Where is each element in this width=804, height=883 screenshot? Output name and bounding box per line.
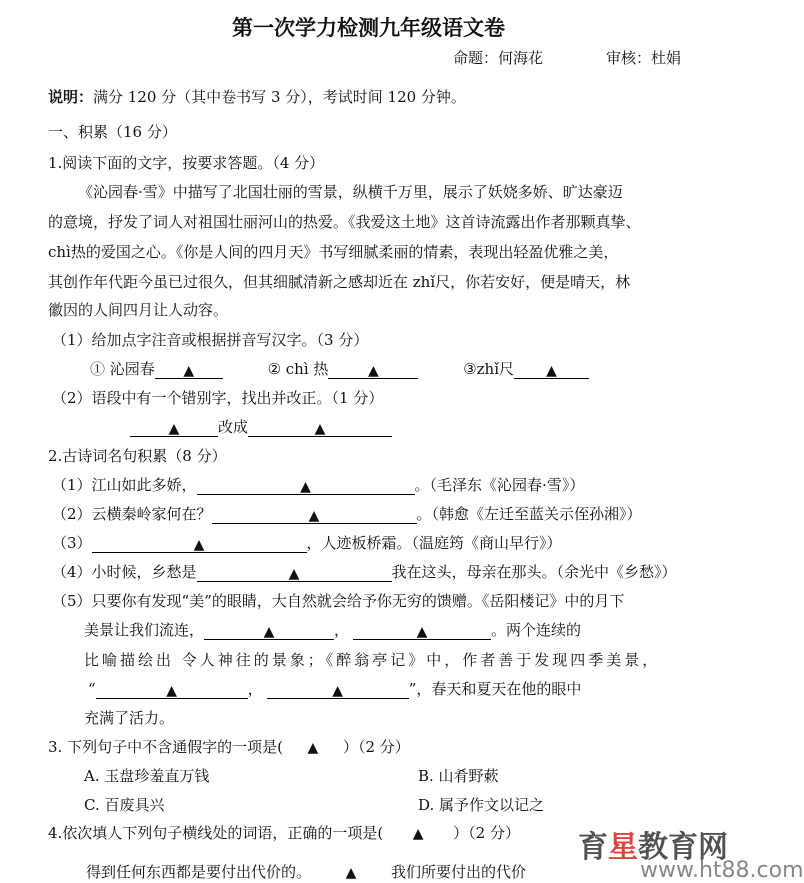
text: （3） — [52, 534, 92, 552]
watermark-text: 育 — [578, 830, 608, 865]
triangle-mark: ▲ — [314, 421, 326, 437]
author: 命题：何海花 — [453, 49, 544, 67]
note — [48, 87, 466, 107]
watermark-text: 教育网 — [638, 830, 728, 865]
triangle-mark: ▲ — [546, 363, 557, 379]
answer-row — [90, 359, 589, 379]
triangle-mark: ▲ — [332, 683, 344, 699]
triangle-mark: ▲ — [368, 363, 379, 379]
triangle-mark: ▲ — [300, 479, 311, 495]
page-title: 第一次学力检测九年级语文卷 — [232, 16, 505, 40]
question-2-5-line: 比喻描绘出 令人神往的景象；《醉翁亭记》中，作者善于发现四季美景， — [84, 651, 661, 669]
paragraph-line: 其创作年代距今虽已过很久，但其细腻清新之感却近在 zhǐ尺，你若安好，便是晴天，林 — [48, 273, 631, 291]
answer-blank[interactable] — [96, 680, 248, 699]
answer-blank[interactable] — [514, 360, 589, 379]
answer-blank[interactable] — [328, 360, 418, 379]
note-text: 满分 120 分（其中卷书写 3 分），考试时间 120 分钟。 — [93, 88, 466, 106]
question-3 — [48, 737, 410, 758]
question-2-5: （5）只要你有发现“美”的眼睛，大自然就会给予你无穷的馈赠。《岳阳楼记》中的月下 — [52, 592, 625, 610]
text: 。两个连续的 — [491, 621, 582, 639]
triangle-mark: ▲ — [308, 508, 320, 524]
answer-slot[interactable] — [383, 823, 453, 844]
question-2-3 — [52, 533, 562, 553]
option-d: D. 属予作文以记之 — [418, 796, 545, 814]
item-label: ② chì 热 — [267, 360, 329, 378]
text: 我们所要付出的代价 — [391, 863, 527, 881]
question-2-5-line — [88, 679, 581, 699]
text: ）（2 分） — [453, 824, 520, 842]
text: （2）云横秦岭家何在？ — [52, 505, 212, 523]
text: 美景让我们流连， — [84, 621, 205, 639]
text: ， — [334, 621, 350, 639]
triangle-mark: ▲ — [288, 566, 300, 582]
text: 得到任何东西都是要付出代价的。 — [86, 863, 312, 881]
paragraph-line: 徽因的人间四月让人动容。 — [48, 301, 229, 319]
question-2-5-line: 充满了活力。 — [84, 709, 175, 727]
question-2-5-line — [84, 620, 581, 640]
answer-blank[interactable] — [197, 563, 392, 582]
answer-blank[interactable] — [267, 680, 409, 699]
triangle-mark: ▲ — [307, 740, 319, 756]
item-label: ① 沁园春 — [90, 360, 155, 378]
question-2-2 — [52, 504, 642, 524]
question-1: 1.阅读下面的文字，按要求答题。（4 分） — [48, 154, 325, 172]
text: 我在这头，母亲在那头。（余光中《乡愁》） — [391, 563, 677, 581]
watermark-text: 星 — [608, 830, 638, 865]
question-4-text — [86, 862, 526, 883]
watermark-url: www.ht88.com — [640, 858, 804, 883]
triangle-mark: ▲ — [183, 363, 195, 379]
text: “ — [88, 680, 96, 698]
triangle-mark: ▲ — [412, 826, 424, 842]
paragraph-line: 的意境，抒发了词人对祖国壮丽河山的热爱。《我爱这土地》这首诗流露出作者那颗真挚、 — [48, 213, 641, 231]
triangle-mark: ▲ — [193, 537, 205, 553]
triangle-mark: ▲ — [416, 624, 428, 640]
triangle-mark: ▲ — [345, 865, 357, 881]
triangle-mark: ▲ — [166, 683, 178, 699]
option-c: C. 百废具兴 — [84, 796, 165, 814]
question-2: 2.古诗词名句积累（8 分） — [48, 447, 227, 465]
answer-row — [130, 417, 392, 437]
text: 。（毛泽东《沁园春·雪》） — [414, 476, 585, 494]
answer-blank[interactable] — [353, 621, 491, 640]
text: ”，春天和夏天在他的眼中 — [408, 680, 582, 698]
text: （1）江山如此多娇， — [52, 476, 197, 494]
text: 3. 下列句子中不含通假字的一项是( — [48, 738, 283, 756]
text: 4.依次填人下列句子横线处的词语，正确的一项是( — [48, 824, 384, 842]
reviewer: 审核：杜娟 — [606, 49, 682, 67]
triangle-mark: ▲ — [263, 624, 275, 640]
question-1-2: （2）语段中有一个错别字，找出并改正。（1 分） — [52, 389, 384, 407]
paragraph-line: 《沁园春·雪》中描写了北国壮丽的雪景，纵横千万里，展示了妖娆多娇、旷达豪迈 — [78, 183, 623, 201]
triangle-mark: ▲ — [168, 421, 180, 437]
text: ， — [247, 680, 263, 698]
question-1-1: （1）给加点字注音或根据拼音写汉字。（3 分） — [52, 331, 369, 349]
section-heading: 一、积累（16 分） — [48, 123, 177, 141]
answer-blank[interactable] — [204, 621, 334, 640]
answer-slot[interactable] — [311, 862, 391, 883]
text: ）（2 分） — [342, 738, 410, 756]
text: 。（韩愈《左迁至蓝关示侄孙湘》） — [416, 505, 642, 523]
answer-blank[interactable] — [92, 534, 307, 553]
note-label: 说明： — [48, 88, 94, 106]
label: 改成 — [218, 418, 249, 436]
option-b: B. 山肴野蔌 — [418, 767, 499, 785]
question-2-4 — [52, 562, 677, 582]
answer-blank[interactable] — [248, 418, 392, 437]
answer-blank[interactable] — [155, 360, 223, 379]
answer-blank[interactable] — [212, 505, 417, 524]
option-a: A. 玉盘珍羞直万钱 — [84, 767, 210, 785]
paragraph-line: chì热的爱国之心。《你是人间的四月天》书写细腻柔丽的情素，表现出轻盈优雅之美， — [48, 243, 619, 261]
text: （4）小时候，乡愁是 — [52, 563, 197, 581]
answer-blank[interactable] — [197, 476, 415, 495]
item-label: ③zhǐ尺 — [463, 360, 514, 378]
question-2-1 — [52, 475, 584, 495]
answer-blank[interactable] — [130, 418, 218, 437]
text: ，人迹板桥霜。（温庭筠《商山早行》） — [306, 534, 562, 552]
question-4 — [48, 823, 520, 844]
answer-slot[interactable] — [283, 737, 343, 758]
